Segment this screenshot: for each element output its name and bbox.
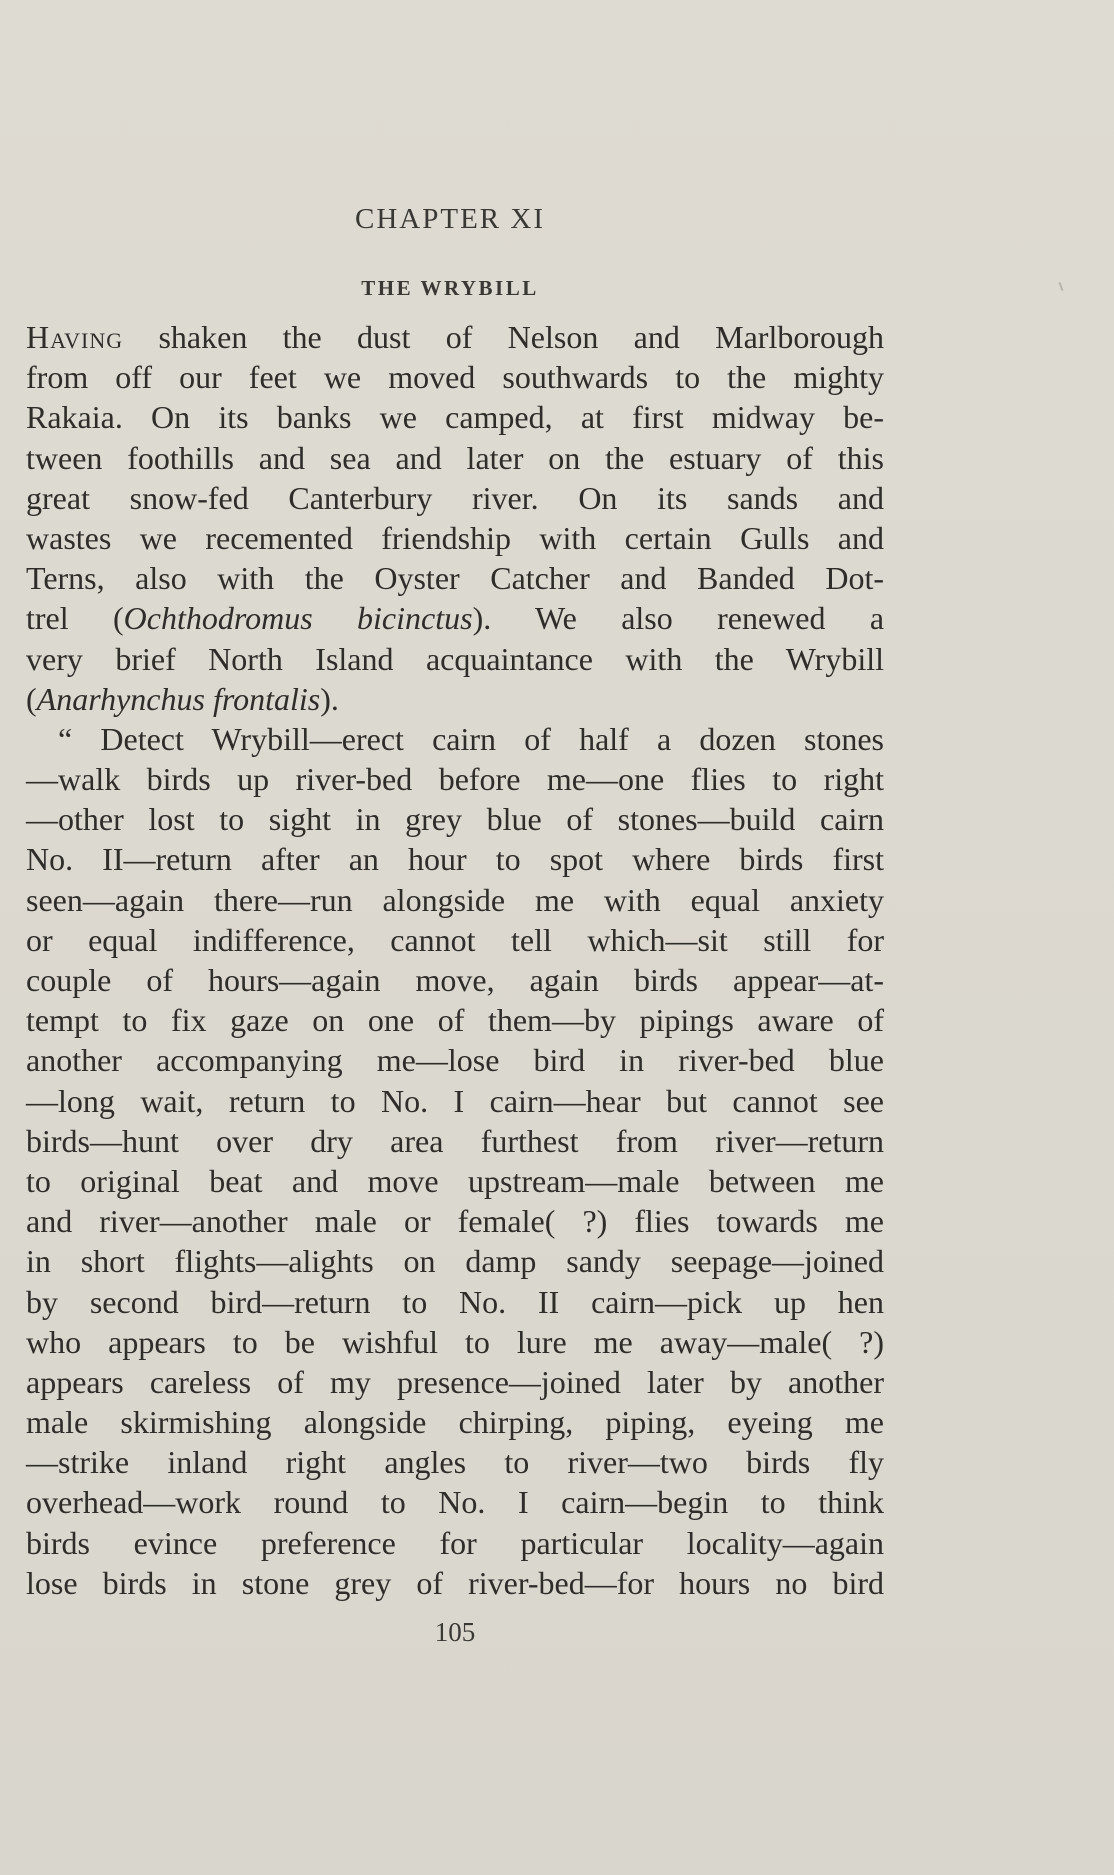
text-line: by second bird—return to No. II cairn—pick up hen xyxy=(26,1283,884,1320)
text-line: from off our feet we moved southwards to the mighty xyxy=(26,359,884,396)
text-line: —other lost to sight in grey blue of stones—build cairn xyxy=(26,801,884,838)
text-line: —long wait, return to No. I cairn—hear but cannot see xyxy=(26,1082,884,1119)
text-line: (Anarhynchus frontalis). xyxy=(26,680,339,717)
text-line: who appears to be wishful to lure me away—male( ?) xyxy=(26,1323,884,1360)
text-line: Rakaia. On its banks we camped, at first midway be- xyxy=(26,399,884,436)
text-line: seen—again there—run alongside me with equal anxiety xyxy=(26,881,884,918)
text-line: to original beat and move upstream—male between me xyxy=(26,1162,884,1199)
line-text: shaken the dust of Nelson and Marlborough xyxy=(123,319,884,355)
text-line: great snow-fed Canterbury river. On its sands and xyxy=(26,479,884,516)
text-line: “ Detect Wrybill—erect cairn of half a dozen stones xyxy=(58,720,884,757)
text-line: tween foothills and sea and later on the estuary of this xyxy=(26,439,884,476)
text-line: —walk birds up river-bed before me—one flies to right xyxy=(26,761,884,798)
text-line: in short flights—alights on damp sandy seepage—joined xyxy=(26,1243,884,1280)
text-line: male skirmishing alongside chirping, piping, eyeing me xyxy=(26,1404,884,1441)
scientific-name: Ochthodromus bicinctus xyxy=(123,600,473,637)
text-line: wastes we recemented friendship with certain Gulls and xyxy=(26,519,884,556)
chapter-heading: CHAPTER XI xyxy=(355,203,545,235)
body-text xyxy=(26,317,884,1603)
paper-speck xyxy=(1059,282,1064,291)
text-line: and river—another male or female( ?) flies towards me xyxy=(26,1203,884,1240)
text-line: birds evince preference for particular locality—again xyxy=(26,1524,884,1561)
opening-word: Having xyxy=(26,319,124,355)
text-line xyxy=(26,317,884,357)
text-line: birds—hunt over dry area furthest from river—return xyxy=(26,1122,884,1159)
text-line: lose birds in stone grey of river-bed—for hours no bird xyxy=(26,1564,884,1601)
text-line: or equal indifference, cannot tell which—sit still for xyxy=(26,921,884,958)
text-line: trel (Ochthodromus bicinctus). We also renewed a xyxy=(26,600,885,637)
text-line: overhead—work round to No. I cairn—begin to think xyxy=(26,1484,884,1521)
text-line: tempt to fix gaze on one of them—by pipings aware of xyxy=(26,1002,884,1039)
scientific-name: Anarhynchus frontalis xyxy=(36,680,321,717)
text-line: —strike inland right angles to river—two birds fly xyxy=(26,1444,884,1481)
text-line: very brief North Island acquaintance with the Wrybill xyxy=(26,640,884,677)
text-line: appears careless of my presence—joined later by another xyxy=(26,1363,884,1400)
text-line: couple of hours—again move, again birds appear—at- xyxy=(26,962,884,998)
text-line: another accompanying me—lose bird in river-bed blue xyxy=(26,1042,884,1079)
section-title: THE WRYBILL xyxy=(361,276,539,300)
text-line: Terns, also with the Oyster Catcher and Banded Dot- xyxy=(26,560,884,597)
text-line: No. II—return after an hour to spot where birds first xyxy=(26,841,884,878)
page-number: 105 xyxy=(434,1617,476,1647)
